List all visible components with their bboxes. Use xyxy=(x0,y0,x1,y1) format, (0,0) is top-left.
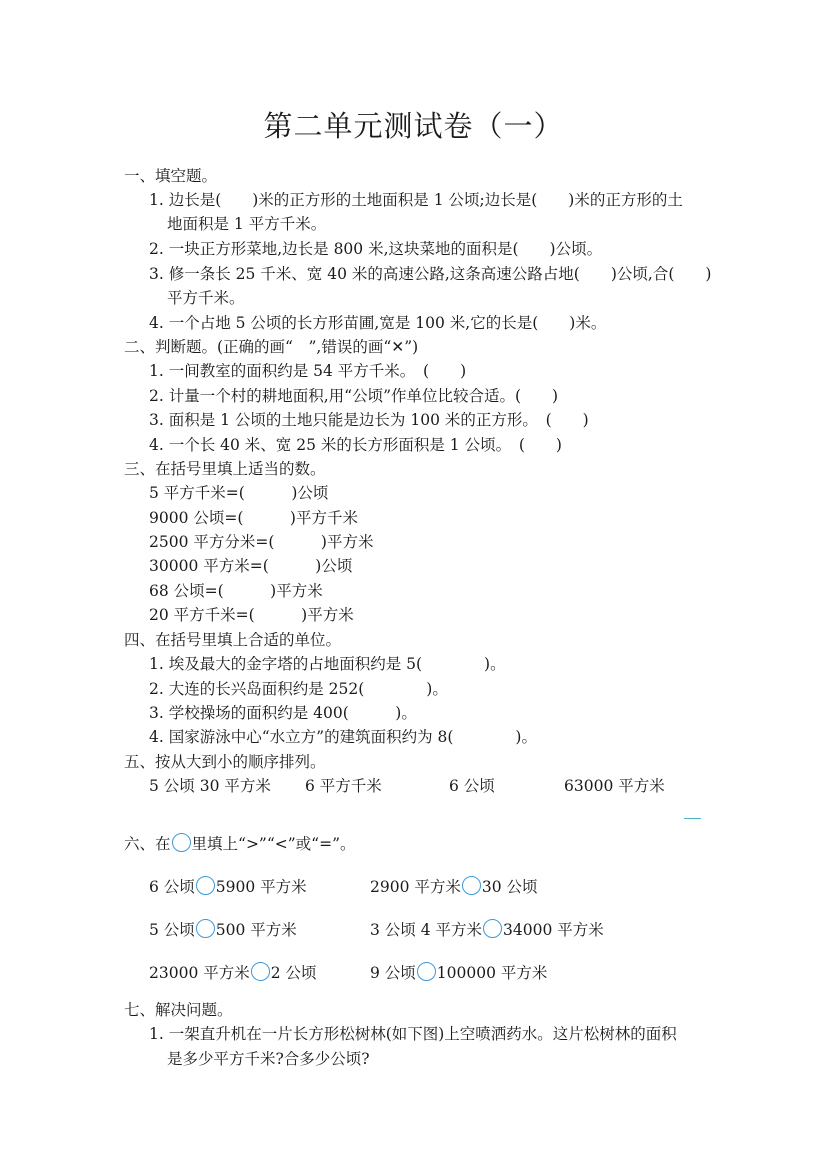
question-text: 1. 边长是( )米的正方形的土地面积是 1 公顷;边长是( )米的正方形的土 xyxy=(149,191,683,209)
question-text: 平方千米。 xyxy=(167,289,245,307)
compare-left: 2900 平方米 xyxy=(370,878,461,896)
section-7-heading: 七、解决问题。 xyxy=(124,1001,233,1019)
section-5-heading: 五、按从大到小的顺序排列。 xyxy=(124,753,326,771)
question-text: 地面积是 1 平方千米。 xyxy=(167,215,327,233)
question-text: 1. 一架直升机在一片长方形松树林(如下图)上空喷洒药水。这片松树林的面积 xyxy=(149,1025,677,1043)
section-6-heading xyxy=(124,833,356,854)
answer-circle[interactable] xyxy=(483,919,502,938)
compare-item xyxy=(370,876,538,897)
compare-item xyxy=(149,919,297,940)
compare-right: 100000 平方米 xyxy=(436,964,548,982)
section-1-heading: 一、填空题。 xyxy=(124,167,218,185)
compare-left: 9 公顷 xyxy=(370,964,416,982)
compare-item xyxy=(370,962,547,983)
answer-circle[interactable] xyxy=(172,833,191,852)
compare-item xyxy=(370,919,604,940)
heading-part: 六、在 xyxy=(124,835,171,853)
compare-right: 5900 平方米 xyxy=(215,878,307,896)
answer-circle[interactable] xyxy=(462,876,481,895)
order-item: 6 平方千米 xyxy=(305,777,382,795)
conversion-item: 30000 平方米=( )公顷 xyxy=(149,557,353,575)
question-text: 2. 一块正方形菜地,边长是 800 米,这块菜地的面积是( )公顷。 xyxy=(149,240,603,258)
section-4-heading: 四、在括号里填上合适的单位。 xyxy=(124,631,342,649)
page-title: 第二单元测试卷（一） xyxy=(263,109,564,143)
order-item: 6 公顷 xyxy=(449,777,495,795)
compare-left: 23000 平方米 xyxy=(149,964,250,982)
question-text: 1. 埃及最大的金字塔的占地面积约是 5( )。 xyxy=(149,655,506,673)
answer-circle[interactable] xyxy=(251,962,270,981)
question-text: 2. 大连的长兴岛面积约是 252( )。 xyxy=(149,680,448,698)
compare-left: 3 公顷 4 平方米 xyxy=(370,921,483,939)
conversion-item: 9000 公顷=( )平方千米 xyxy=(149,509,358,527)
question-text: 4. 一个长 40 米、宽 25 米的长方形面积是 1 公顷。 ( ) xyxy=(149,436,562,454)
compare-right: 30 公顷 xyxy=(481,878,538,896)
question-text: 4. 一个占地 5 公顷的长方形苗圃,宽是 100 米,它的长是( )米。 xyxy=(149,314,607,332)
conversion-item: 2500 平方分米=( )平方米 xyxy=(149,533,374,551)
compare-left: 6 公顷 xyxy=(149,878,195,896)
conversion-item: 20 平方千米=( )平方米 xyxy=(149,606,354,624)
answer-circle[interactable] xyxy=(196,876,215,895)
section-2-heading: 二、判断题。(正确的画“ ”,错误的画“✕”) xyxy=(124,338,419,356)
question-text: 2. 计量一个村的耕地面积,用“公顷”作单位比较合适。( ) xyxy=(149,387,559,405)
answer-circle[interactable] xyxy=(417,962,436,981)
divider-mark xyxy=(684,818,701,819)
section-3-heading: 三、在括号里填上适当的数。 xyxy=(124,460,326,478)
question-text: 4. 国家游泳中心“水立方”的建筑面积约为 8( )。 xyxy=(149,728,537,746)
question-text: 1. 一间教室的面积约是 54 平方千米。 ( ) xyxy=(149,362,467,380)
compare-item xyxy=(149,876,307,897)
conversion-item: 68 公顷=( )平方米 xyxy=(149,582,323,600)
order-item: 63000 平方米 xyxy=(564,777,665,795)
answer-circle[interactable] xyxy=(196,919,215,938)
compare-right: 34000 平方米 xyxy=(503,921,604,939)
heading-part: 里填上“>”“<”或“=”。 xyxy=(191,835,356,853)
question-text: 3. 学校操场的面积约是 400( )。 xyxy=(149,704,417,722)
order-item: 5 公顷 30 平方米 xyxy=(149,777,271,795)
compare-item xyxy=(149,962,317,983)
compare-left: 5 公顷 xyxy=(149,921,195,939)
question-text: 3. 面积是 1 公顷的土地只能是边长为 100 米的正方形。 ( ) xyxy=(149,411,589,429)
question-text: 是多少平方千米?合多少公顷? xyxy=(167,1050,370,1068)
compare-right: 500 平方米 xyxy=(215,921,297,939)
conversion-item: 5 平方千米=( )公顷 xyxy=(149,484,329,502)
question-text: 3. 修一条长 25 千米、宽 40 米的高速公路,这条高速公路占地( )公顷,合( ) xyxy=(149,265,712,283)
compare-right: 2 公顷 xyxy=(270,964,317,982)
